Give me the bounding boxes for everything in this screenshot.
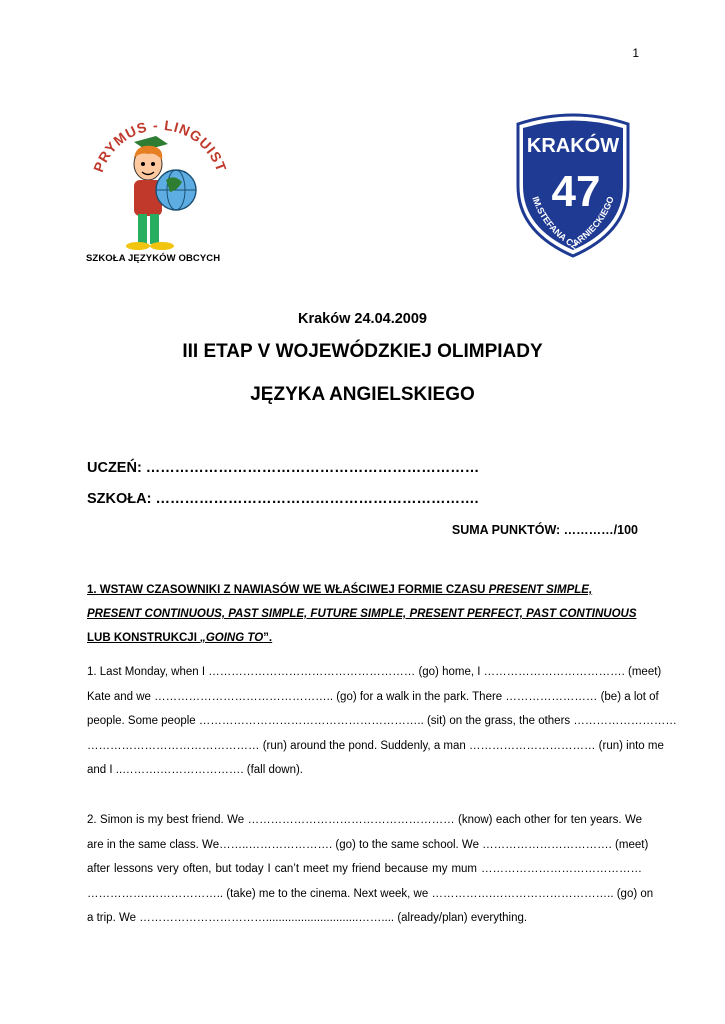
school-caption: SZKOŁA JĘZYKÓW OBCYCH — [86, 253, 221, 264]
logo-arc-text-right: IM.STEFANA CZARNIECKIEGO — [530, 195, 616, 252]
student-name-field[interactable]: UCZEŃ: …………………………………………………………… — [87, 460, 480, 476]
page-title-line1: III ETAP V WOJEWÓDZKIEJ OLIMPIADY — [182, 341, 543, 362]
exercise-line: are in the same class. We……..…………………. (go) to the same school. We ……………………………. (meet) — [87, 838, 649, 851]
task1-heading: 1. WSTAW CZASOWNIKI Z NAWIASÓW WE WŁAŚCIWEJ FORMIE CZASU PRESENT SIMPLE, PRESENT CONTINUOUS, PAST SIMPLE, FUTURE SIMPLE, PRESENT PERFECT, PAST CONTINUOUS LUB KONSTRUKCJI „GOING TO”. — [87, 584, 637, 644]
exercise-line: people. Some people ………………………………………………….. (sit) on the grass, the others ……………………… — [87, 715, 677, 728]
school-47-logo — [514, 108, 632, 260]
date-line: Kraków 24.04.2009 — [298, 311, 427, 327]
exercise-line: ……………………………………… (run) around the pond. Suddenly, a man …………………………… (run) into me — [87, 739, 664, 752]
logo-number-text: 47 — [551, 167, 601, 216]
school-shield-icon — [514, 108, 632, 260]
prymus-linguist-logo — [78, 108, 238, 268]
page-title-line2: JĘZYKA ANGIELSKIEGO — [250, 384, 475, 405]
exercise-line: Kate and we ……………………………………….. (go) for a walk in the park. There …………………… (be) a lot of — [87, 690, 659, 703]
exercise-line: …………….……………….. (take) me to the cinema. Next week, we …………….………………………….. (go) on — [87, 887, 654, 900]
exercise-line: 2. Simon is my best friend. We ……………………………………………… (know) each other for ten years. We — [87, 814, 642, 826]
logo-arc-text: PRYMUS - LINGUIST — [90, 116, 230, 175]
school-name-field[interactable]: SZKOŁA: …………………………………………………………. — [87, 491, 479, 507]
score-total: SUMA PUNKTÓW: …………/100 — [451, 523, 638, 537]
student-with-globe-icon — [78, 108, 238, 268]
exercise-1 — [87, 660, 677, 783]
exercise-line: and I ..……….…………………. (fall down). — [87, 764, 303, 777]
exercise-line: after lessons very often, but today I can’t meet my friend because my mum …………………………………… — [87, 863, 642, 876]
exercise-2 — [87, 808, 654, 931]
logo-city-text: KRAKÓW — [526, 135, 620, 157]
page-number: 1 — [632, 46, 639, 60]
exercise-line: 1. Last Monday, when I ……………………………………………… (go) home, I ………………………………. (meet) — [87, 666, 662, 678]
exercise-line: a trip. We …………………………….............................…….... (already/plan) everything. — [87, 912, 528, 925]
